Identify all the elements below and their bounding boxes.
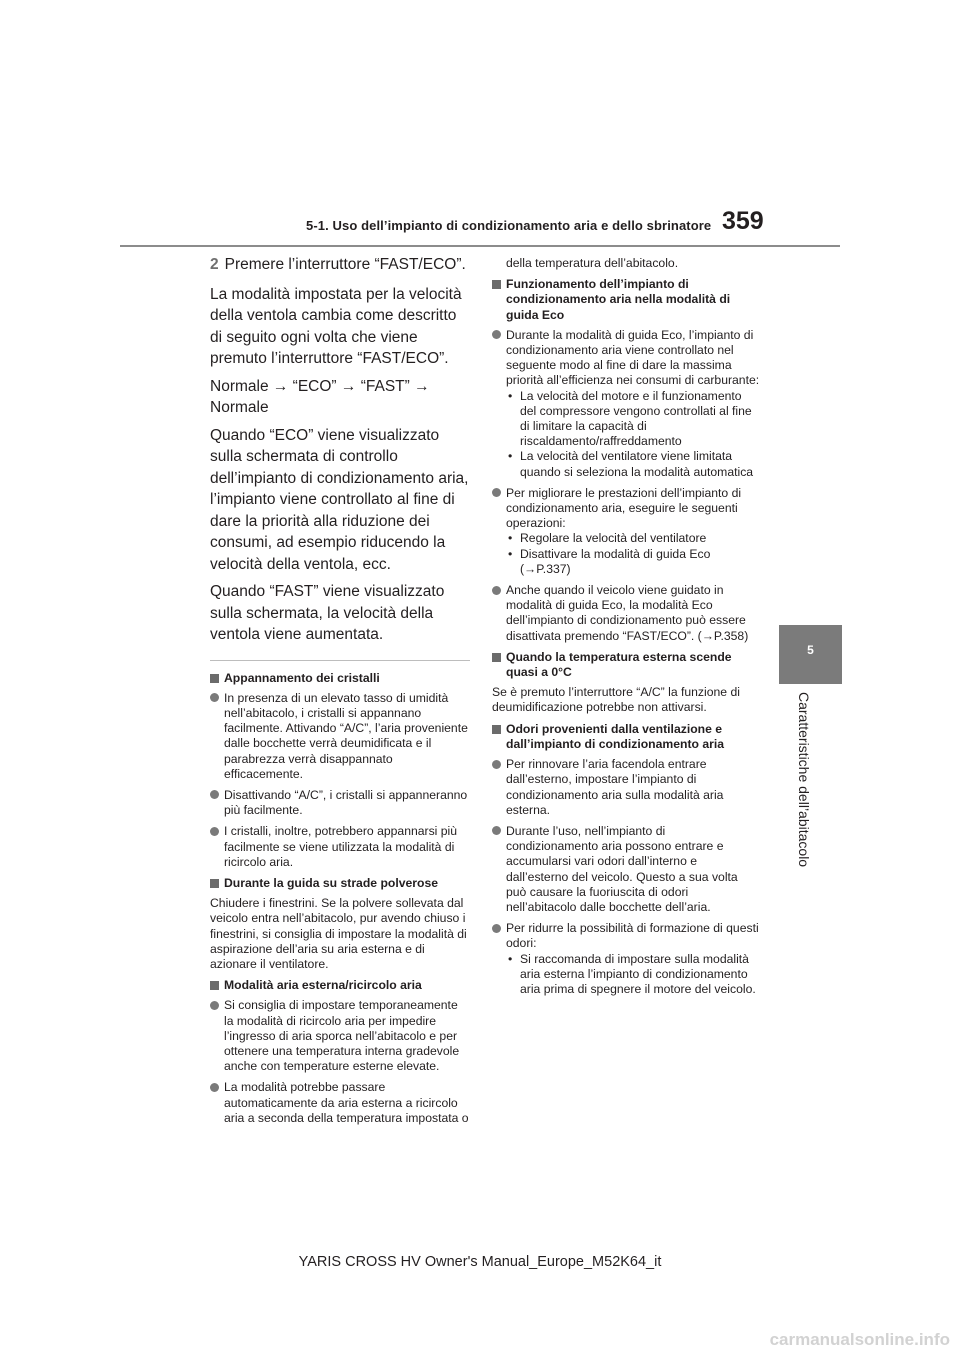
left-column: [210, 254, 470, 1132]
mode-sequence: Normale → “ECO” → “FAST” → Normale: [210, 377, 430, 416]
square-bullet-icon: [492, 653, 501, 662]
page-number: 359: [722, 207, 764, 235]
step-number: 2: [210, 256, 219, 273]
square-bullet-icon: [492, 725, 501, 734]
sub-list-item: • Si raccomanda di impostare sulla modalità aria esterna l’impianto di condizionamento aria prima di spegnere il motore del veicolo.: [508, 951, 756, 996]
round-bullet-icon: [492, 924, 501, 933]
sub-list-item: • Disattivare la modalità di guida Eco (→P.337): [508, 546, 711, 576]
section-heading: Odori provenienti dalla ventilazione e dall’impianto di condizionamento aria: [492, 722, 760, 752]
round-bullet-icon: [210, 693, 219, 702]
right-column: [492, 256, 760, 1003]
section-heading: Quando la temperatura esterna scende quasi a 0°C: [492, 650, 760, 680]
bullet-item: Per migliorare le prestazioni dell’impianto di condizionamento aria, eseguire le seguenti operazioni: • Regolare la velocità del ventilatore • Disattivare la modalità di guida Eco (→P.337): [492, 486, 760, 577]
body-paragraph: Quando “ECO” viene visualizzato sulla schermata di controllo dell’impianto di condizionamento aria, l’impianto viene controllato al fine di dare la priorità alla riduzione dei consumi, ad esempio riducendo la velocità della ventola, ecc.: [210, 426, 469, 573]
bullet-item: Durante la modalità di guida Eco, l’impianto di condizionamento aria viene controllato nel seguente modo al fine di dare la massima priorità all’efficienza nei consumi di carburante: • La velocità del motore e il funzionamento del compressore vengono controllati al fine di limitare la capacità di riscaldamento/raffreddamento • La velocità del ventilatore viene limitata quando si seleziona la modalità automatica: [492, 328, 760, 480]
chapter-side-label: Caratteristiche dell’abitacolo: [796, 692, 812, 868]
body-paragraph: La modalità impostata per la velocità della ventola cambia come descritto di seguito ogni volta che viene premuto l’interruttore “FAST/ECO”.: [210, 285, 462, 367]
bullet-item: Anche quando il veicolo viene guidato in modalità di guida Eco, la modalità Eco dell’impianto di condizionamento può essere disattivata premendo “FAST/ECO”. (→P.358): [492, 583, 760, 644]
bullet-item: Si consiglia di impostare temporaneamente la modalità di ricircolo aria per impedire l’ingresso di aria sporca nell’abitacolo e per ottenere una temperatura interna gradevole anche con temperature esterne elevate.: [210, 998, 470, 1074]
bullet-item: In presenza di un elevato tasso di umidità nell’abitacolo, i cristalli si appannano facilmente. Attivando “A/C”, l’aria proveniente dalle bocchette verrà deumidificata e il parabrezza verrà disappannato efficacemente.: [210, 691, 470, 782]
bullet-item: I cristalli, inoltre, potrebbero appannarsi più facilmente se viene utilizzata la modalità di ricircolo aria.: [210, 824, 470, 870]
round-bullet-icon: [492, 330, 501, 339]
bullet-item: Per ridurre la possibilità di formazione di questi odori: • Si raccomanda di impostare sulla modalità aria esterna l’impianto di condizionamento aria prima di spegnere il motore del veicolo.: [492, 921, 760, 997]
sub-list-item: • Regolare la velocità del ventilatore: [508, 531, 707, 546]
page-footer: YARIS CROSS HV Owner's Manual_Europe_M52K64_it: [298, 1254, 662, 1270]
round-bullet-icon: [492, 826, 501, 835]
section-heading: Funzionamento dell’impianto di condizionamento aria nella modalità di guida Eco: [492, 277, 760, 323]
square-bullet-icon: [492, 280, 501, 289]
sub-list-item: • La velocità del ventilatore viene limitata quando si seleziona la modalità automatica: [508, 449, 754, 479]
step-item: [210, 254, 470, 276]
step-text: Premere l’interruttore “FAST/ECO”.: [224, 256, 466, 273]
section-heading: Modalità aria esterna/ricircolo aria: [210, 978, 470, 993]
section-heading: Appannamento dei cristalli: [210, 671, 470, 686]
bullet-item: Durante l’uso, nell’impianto di condizionamento aria possono entrare e accumularsi vari odori dall’interno e dall’esterno del veicolo. Questo a sua volta può causare la fuoriuscita di odori nell’abitacolo dalle bocchette dell’aria.: [492, 824, 760, 915]
section-paragraph: Chiudere i finestrini. Se la polvere sollevata dal veicolo entra nell’abitacolo, pur avendo chiuso i finestrini, si consiglia di impostare la modalità di aspirazione dell’aria su aria esterna e di azionare il ventilatore.: [210, 896, 467, 971]
section-divider: [210, 660, 470, 661]
round-bullet-icon: [492, 488, 501, 497]
section-heading: Durante la guida su strade polverose: [210, 876, 470, 891]
watermark: carmanualsonline.info: [769, 1330, 950, 1349]
bullet-item: Per rinnovare l’aria facendola entrare dall’esterno, impostare l’impianto di condizionamento aria sulla modalità aria esterna.: [492, 757, 760, 818]
header-divider: [120, 245, 840, 247]
chapter-tab: [779, 625, 842, 684]
continued-text: della temperatura dell’abitacolo.: [506, 256, 679, 270]
round-bullet-icon: [210, 1001, 219, 1010]
round-bullet-icon: [492, 586, 501, 595]
bullet-item: La modalità potrebbe passare automaticamente da aria esterna a ricircolo aria a seconda della temperatura impostata o: [210, 1080, 470, 1126]
square-bullet-icon: [210, 879, 219, 888]
sub-list-item: • La velocità del motore e il funzionamento del compressore vengono controllati al fine di limitare la capacità di riscaldamento/raffreddamento: [508, 388, 752, 449]
round-bullet-icon: [210, 790, 219, 799]
round-bullet-icon: [492, 760, 501, 769]
square-bullet-icon: [210, 981, 219, 990]
square-bullet-icon: [210, 674, 219, 683]
round-bullet-icon: [210, 1083, 219, 1092]
body-paragraph: Quando “FAST” viene visualizzato sulla schermata, la velocità della ventola viene aumentata.: [210, 583, 445, 643]
chapter-tab-number: 5: [807, 643, 814, 657]
bullet-item: Disattivando “A/C”, i cristalli si appanneranno più facilmente.: [210, 788, 470, 818]
round-bullet-icon: [210, 827, 219, 836]
section-paragraph: Se è premuto l’interruttore “A/C” la funzione di deumidificazione potrebbe non attivarsi.: [492, 685, 740, 715]
running-header-title: 5-1. Uso dell’impianto di condizionamento aria e dello sbrinatore: [306, 218, 712, 233]
